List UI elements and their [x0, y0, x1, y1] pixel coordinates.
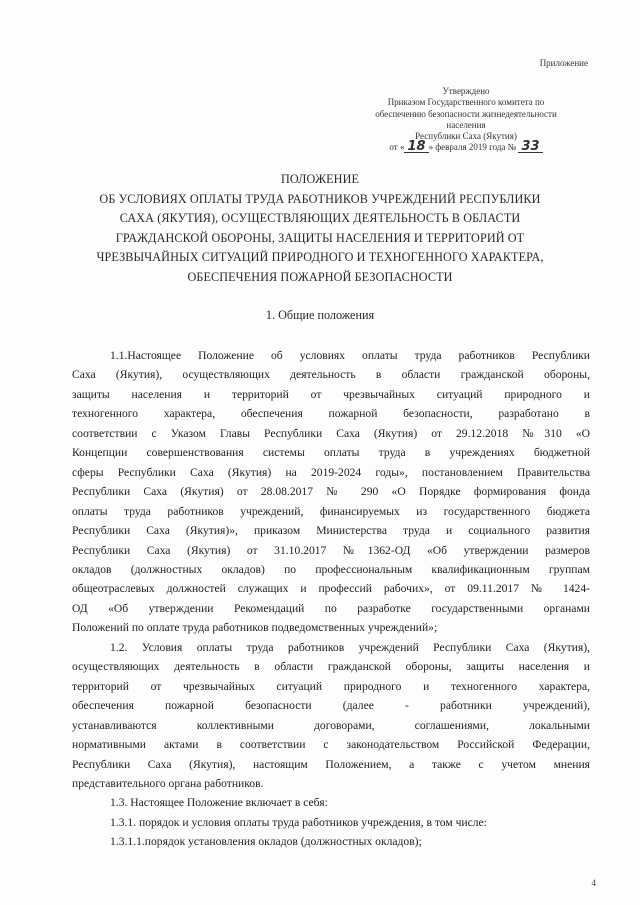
- text-line: 1.2. Условия оплаты труда работников учреждений Республики Саха (Якутия),: [110, 640, 590, 654]
- approval-line-5: Республики Саха (Якутия): [415, 131, 517, 142]
- title-line-3: САХА (ЯКУТИЯ), ОСУЩЕСТВЛЯЮЩИХ ДЕЯТЕЛЬНОСТЬ В ОБЛАСТИ: [119, 211, 521, 226]
- appendix-label: Приложение: [539, 58, 588, 68]
- text-line: Республики Саха (Якутия) от 28.08.2017 № 290 «О Порядке формирования фонда: [72, 485, 590, 499]
- handwritten-day: 18: [404, 142, 428, 153]
- text-line: устанавливаются коллективными договорами, соглашениями, локальными: [72, 718, 590, 732]
- text-line: ОД «Об утверждении Рекомендаций по разработке государственными органами: [72, 601, 590, 615]
- section-heading: 1. Общие положения: [265, 308, 375, 322]
- text-line: обеспечения пожарной безопасности (далее - работники учреждений),: [72, 699, 590, 713]
- approval-line-3: обеспечению безопасности жизнедеятельности: [375, 108, 557, 119]
- paragraph-1-2: [72, 638, 590, 794]
- text-line: Концепции совершенствования системы оплаты труда в учреждениях бюджетной: [72, 446, 590, 460]
- paragraph-1-3: 1.3. Настоящее Положение включает в себя:: [110, 796, 328, 810]
- document-title: [40, 170, 600, 288]
- page-number: 4: [591, 878, 596, 888]
- approval-block: [356, 86, 576, 154]
- title-line-1: ПОЛОЖЕНИЕ: [280, 172, 360, 186]
- title-line-6: ОБЕСПЕЧЕНИЯ ПОЖАРНОЙ БЕЗОПАСНОСТИ: [187, 269, 453, 284]
- title-line-5: ЧРЕЗВЫЧАЙНЫХ СИТУАЦИЙ ПРИРОДНОГО И ТЕХНОГЕННОГО ХАРАКТЕРА,: [96, 250, 544, 265]
- text-line: Республики Саха (Якутия), настоящим Положением, а также с учетом мнения: [72, 757, 590, 771]
- text-line: Положений по оплате труда работников подведомственных учреждений»;: [72, 621, 438, 635]
- text-line: соответствии с Указом Главы Республики Саха (Якутия) от 29.12.2018 №310 «О: [72, 426, 590, 440]
- text-line: нормативными актами в соответствии с законодательством Российской Федерации,: [72, 738, 590, 752]
- text-line: сферы Республики Саха (Якутия) на 2019-2024 годы», постановлением Правительства: [72, 465, 590, 479]
- text-line: защиты населения и территорий от чрезвычайных ситуаций природного и: [72, 387, 590, 401]
- title-line-4: ГРАЖДАНСКОЙ ОБОРОНЫ, ЗАЩИТЫ НАСЕЛЕНИЯ И ТЕРРИТОРИЙ ОТ: [115, 230, 525, 245]
- date-middle: » февраля 2019 года №: [428, 142, 517, 153]
- approval-line-4: населения: [446, 119, 486, 130]
- title-line-2: ОБ УСЛОВИЯХ ОПЛАТЫ ТРУДА РАБОТНИКОВ УЧРЕЖДЕНИЙ РЕСПУБЛИКИ: [99, 191, 541, 206]
- text-line: осуществляющих деятельность в области гражданской обороны, защиты населения и: [72, 660, 590, 674]
- text-line: оплаты труда работников учреждений, финансируемых из государственного бюджета: [72, 504, 590, 518]
- text-line: 1.1.Настоящее Положение об условиях оплаты труда работников Республики: [110, 349, 590, 362]
- paragraph-1-1: [72, 346, 590, 638]
- approval-line-1: Утверждено: [442, 86, 490, 96]
- text-line: представительного органа работников.: [72, 776, 264, 790]
- date-prefix: от «: [389, 142, 405, 153]
- text-line: техногенного характера, обеспечения пожарной безопасности, разработано в: [72, 407, 590, 421]
- text-line: Республики Саха (Якутия)», приказом Министерства труда и социального развития: [72, 524, 590, 538]
- handwritten-number: 33: [518, 142, 542, 153]
- document-body: [72, 346, 590, 852]
- text-line: Республики Саха (Якутия) от 31.10.2017 №1362-ОД «Об утверждении размеров: [72, 543, 590, 557]
- paragraph-1-3-1: 1.3.1. порядок и условия оплаты труда работников учреждения, в том числе:: [110, 815, 487, 829]
- text-line: общеотраслевых должностей служащих и профессий рабочих», от 09.11.2017 № 1424-: [72, 582, 590, 596]
- text-line: Саха (Якутия), осуществляющих деятельность в области гражданской обороны,: [72, 368, 590, 382]
- approval-line-2: Приказом Государственного комитета по: [387, 97, 545, 108]
- text-line: территорий от чрезвычайных ситуаций природного и техногенного характера,: [72, 679, 590, 693]
- text-line: окладов (должностных окладов) по профессиональным квалификационным группам: [72, 562, 590, 576]
- paragraph-1-3-1-1: 1.3.1.1.порядок установления окладов (должностных окладов);: [110, 835, 422, 849]
- approval-date-line: [356, 139, 576, 155]
